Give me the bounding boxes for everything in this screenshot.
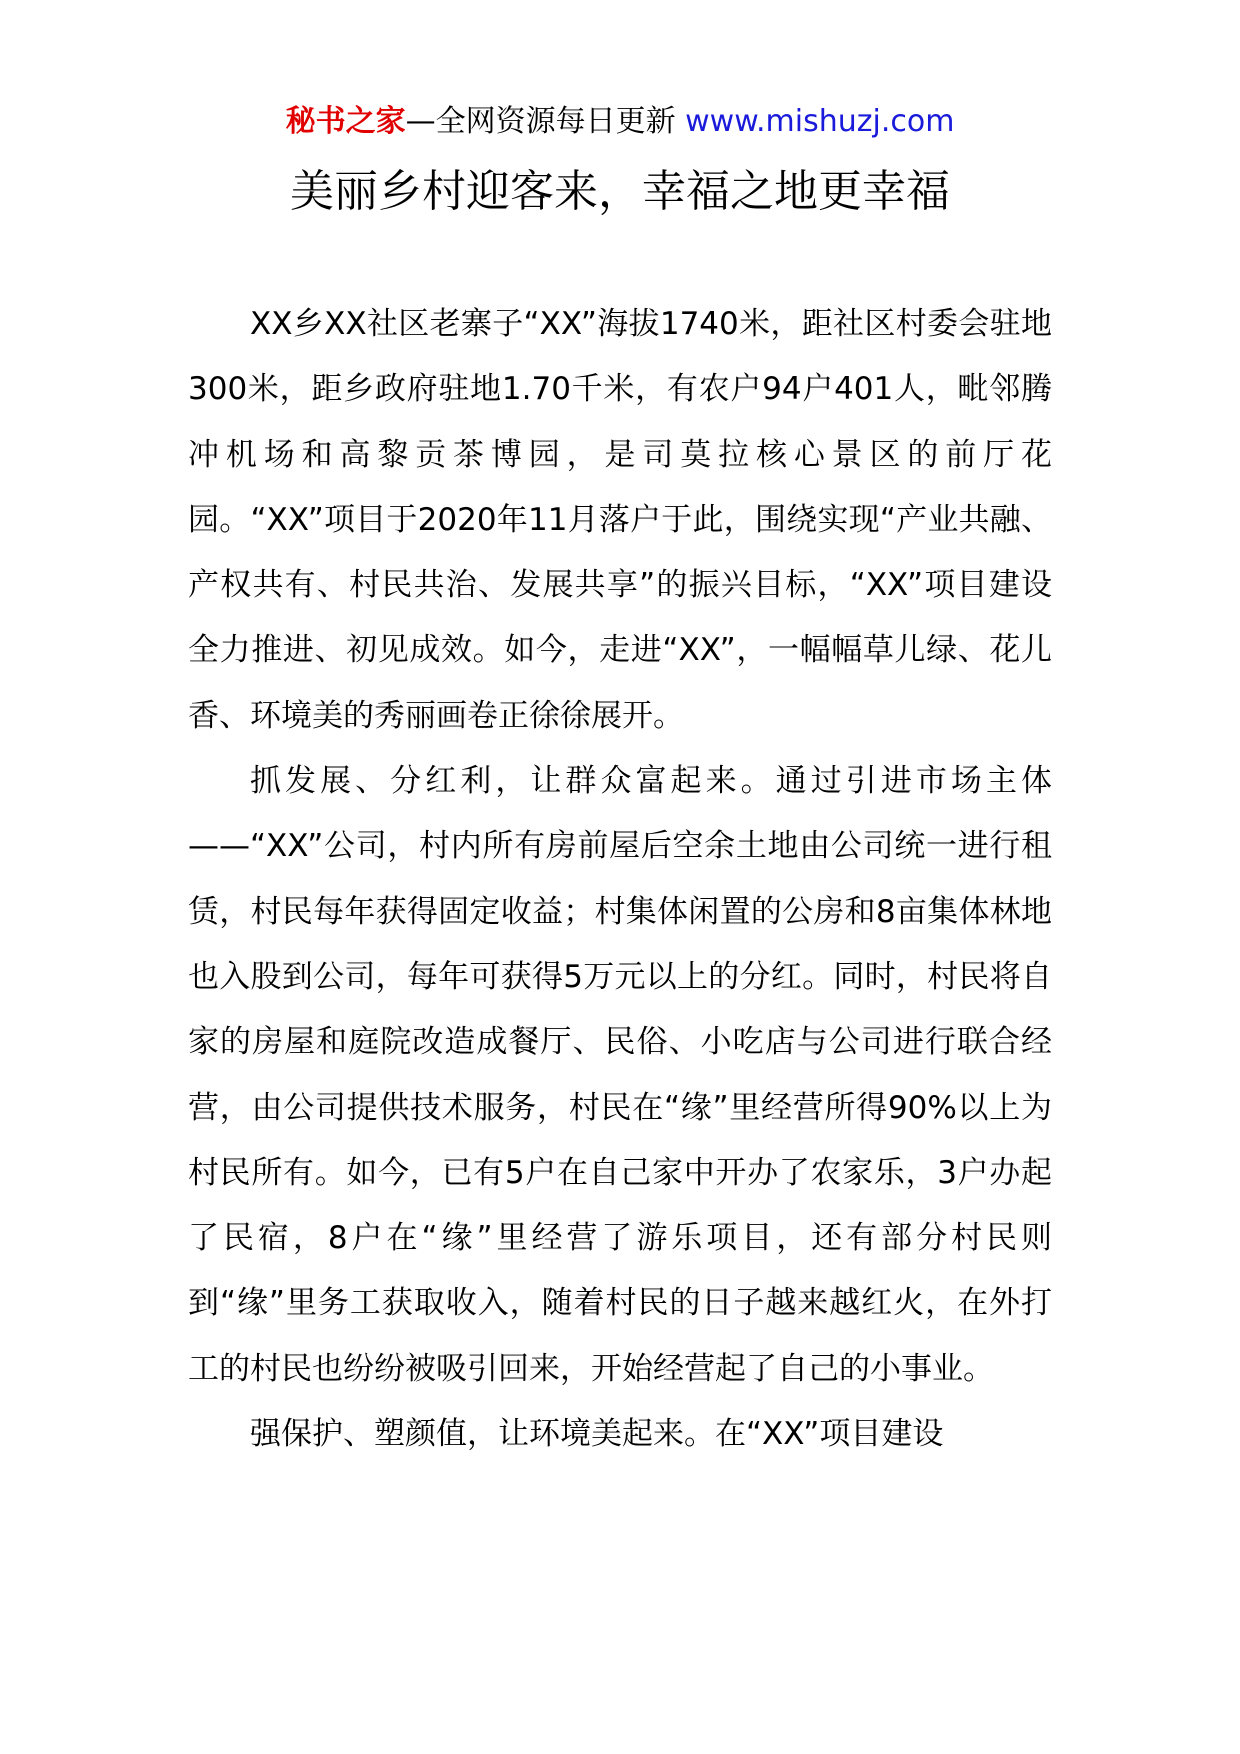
site-url-link[interactable]: www.mishuzj.com <box>685 104 955 139</box>
paragraph-2: 抓发展、分红利，让群众富起来。通过引进市场主体——“XX”公司，村内所有房前屋后空余土地由公司统一进行租赁，村民每年获得固定收益；村集体闲置的公房和8亩集体林地也入股到公司，每年可获得5万元以上的分红。同时，村民将自家的房屋和庭院改造成餐厅、民俗、小吃店与公司进行联合经营，由公司提供技术服务，村民在“缘”里经营所得90%以上为村民所有。如今，已有5户在自己家中开办了农家乐，3户办起了民宿，8户在“缘”里经营了游乐项目，还有部分村民则到“缘”里务工获取收入，随着村民的日子越来越红火，在外打工的村民也纷纷被吸引回来，开始经营起了自己的小事业。 <box>188 763 1052 1387</box>
header-tagline: —全网资源每日更新 <box>405 104 676 139</box>
brand-name: 秘书之家 <box>285 104 406 139</box>
site-header <box>0 102 1240 142</box>
document-body <box>188 292 1052 1467</box>
document-title: 美丽乡村迎客来，幸福之地更幸福 <box>290 166 950 217</box>
paragraph-1: XX乡XX社区老寨子“XX”海拔1740米，距社区村委会驻地300米，距乡政府驻地1.70千米，有农户94户401人，毗邻腾冲机场和高黎贡茶博园，是司莫拉核心景区的前厅花园。“XX”项目于2020年11月落户于此，围绕实现“产业共融、产权共有、村民共治、发展共享”的振兴目标，“XX”项目建设全力推进、初见成效。如今，走进“XX”，一幅幅草儿绿、花儿香、环境美的秀丽画卷正徐徐展开。 <box>188 306 1052 734</box>
paragraph-3: 强保护、塑颜值，让环境美起来。在“XX”项目建设 <box>250 1416 944 1453</box>
